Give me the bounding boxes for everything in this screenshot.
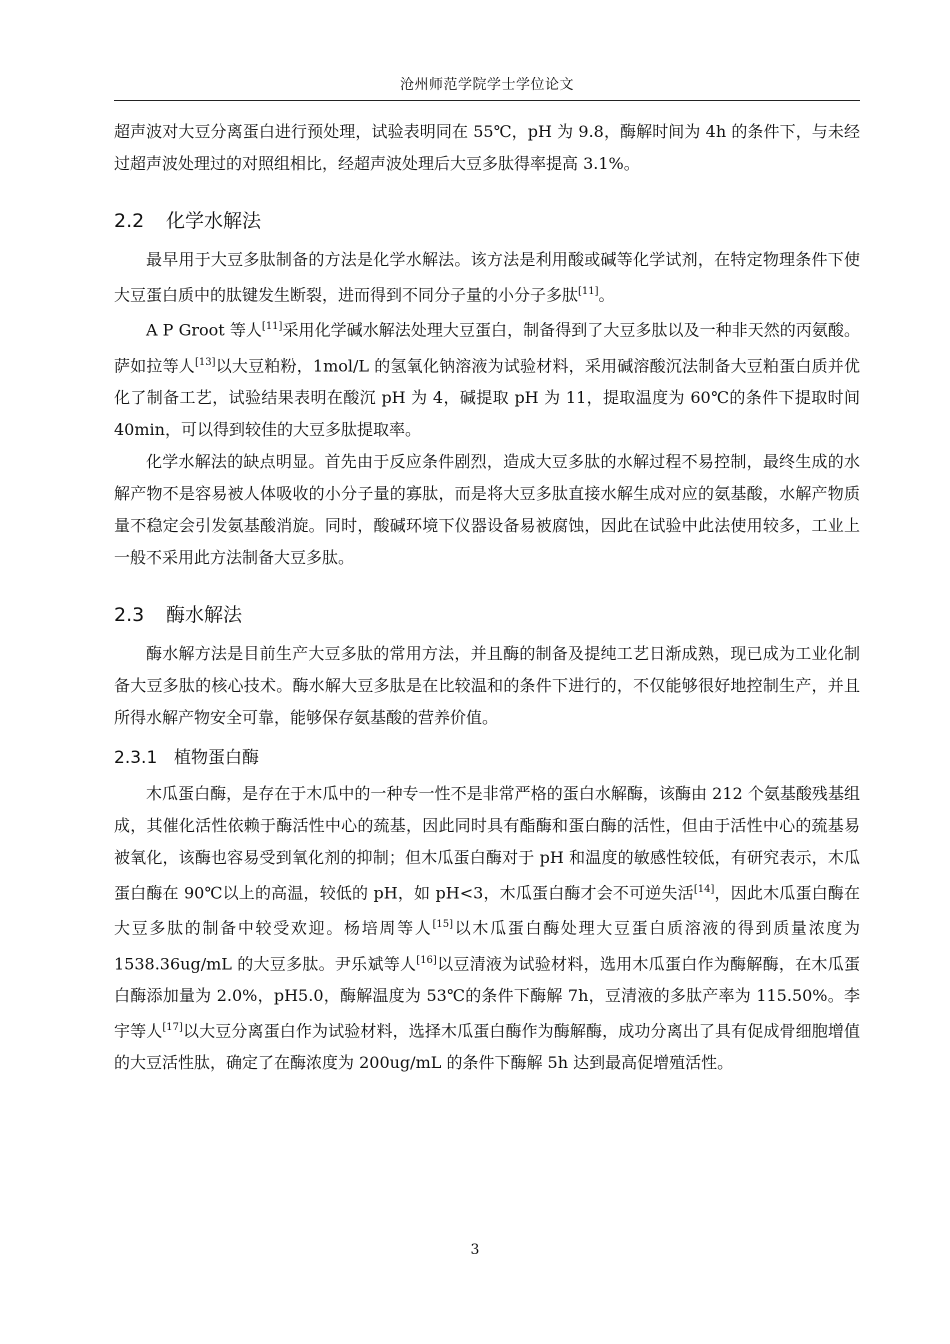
section-heading-2-3 [114,600,860,630]
citation-marker: [16] [416,954,437,966]
body-paragraph: 最早用于大豆多肽制备的方法是化学水解法。该方法是利用酸或碱等化学试剂，在特定物理条件下使大豆蛋白质中的肽键发生断裂，进而得到不同分子量的小分子多肽[11]。 [114,250,860,305]
section-number: 2.3 [114,603,145,626]
body-paragraph: 木瓜蛋白酶，是存在于木瓜中的一种专一性不是非常严格的蛋白水解酶，该酶由 212 个氨基酸残基组成，其催化活性依赖于酶活性中心的巯基，因此同时具有酯酶和蛋白酶的活性，但由于活性中心的巯基易被氧化，该酶也容易受到氧化剂的抑制；但木瓜蛋白酶对于 pH 和温度的敏感性较低，有研究表示，木瓜蛋白酶在 90℃以上的高温，较低的 pH，如 pH<3，木瓜蛋白酶才会不可逆失活[14]，因此木瓜蛋白酶在大豆多肽的制备中较受欢迎。杨培周等人[15]以木瓜蛋白酶处理大豆蛋白质溶液的得到质量浓度为 1538.36ug/mL 的大豆多肽。尹乐斌等人[16]以豆清液为试验材料，选用木瓜蛋白作为酶解酶，在木瓜蛋白酶添加量为 2.0%，pH5.0，酶解温度为 53℃的条件下酶解 7h，豆清液的多肽产率为 115.50%。李宇等人[17]以大豆分离蛋白作为试验材料，选择木瓜蛋白酶作为酶解酶，成功分离出了具有促成骨细胞增值的大豆活性肽，确定了在酶浓度为 200ug/mL 的条件下酶解 5h 达到最高促增殖活性。 [114,783,860,1073]
page-body [114,116,860,1079]
citation-marker: [11] [261,321,283,333]
citation-marker: [11] [578,286,599,297]
intro-paragraph: 超声波对大豆分离蛋白进行预处理，试验表明同在 55℃，pH 为 9.8，酶解时间为 4h 的条件下，与未经过超声波处理过的对照组相比，经超声波处理后大豆多肽得率提高 3.1%。 [114,122,860,173]
section-title: 酶水解法 [166,603,243,626]
subsection-heading-2-3-1 [114,744,860,772]
citation-marker: [17] [162,1021,183,1033]
subsection-title: 植物蛋白酶 [174,747,259,768]
body-paragraph: 化学水解法的缺点明显。首先由于反应条件剧烈，造成大豆多肽的水解过程不易控制，最终生成的水解产物不是容易被人体吸收的小分子量的寡肽，而是将大豆多肽直接水解生成对应的氨基酸，水解产物质量不稳定会引发氨基酸消旋。同时，酸碱环境下仪器设备易被腐蚀，因此在试验中此法使用较多，工业上一般不采用此方法制备大豆多肽。 [114,451,860,567]
page-number: 3 [470,1242,480,1258]
section-heading-2-2 [114,206,860,236]
citation-marker: [13] [194,356,216,368]
running-header: 沧州师范学院学士学位论文 [400,77,574,93]
header-divider [114,100,860,101]
subsection-number: 2.3.1 [114,747,158,768]
citation-marker: [15] [432,919,454,931]
section-title: 化学水解法 [166,210,262,232]
section-number: 2.2 [114,210,145,232]
body-paragraph: 酶水解方法是目前生产大豆多肽的常用方法，并且酶的制备及提纯工艺日渐成熟，现已成为工业化制备大豆多肽的核心技术。酶水解大豆多肽是在比较温和的条件下进行的，不仅能够很好地控制生产，并且所得水解产物安全可靠，能够保存氨基酸的营养价值。 [114,643,860,727]
body-paragraph: A P Groot 等人[11]采用化学碱水解法处理大豆蛋白，制备得到了大豆多肽以及一种非天然的丙氨酸。萨如拉等人[13]以大豆粕粉，1mol/L 的氢氧化钠溶液为试验材料，采用碱溶酸沉法制备大豆粕蛋白质并优化了制备工艺，试验结果表明在酸沉 pH 为 4，碱提取 pH 为 11，提取温度为 60℃的条件下提取时间 40min，可以得到较佳的大豆多肽提取率。 [114,320,860,439]
citation-marker: [14] [693,883,715,895]
